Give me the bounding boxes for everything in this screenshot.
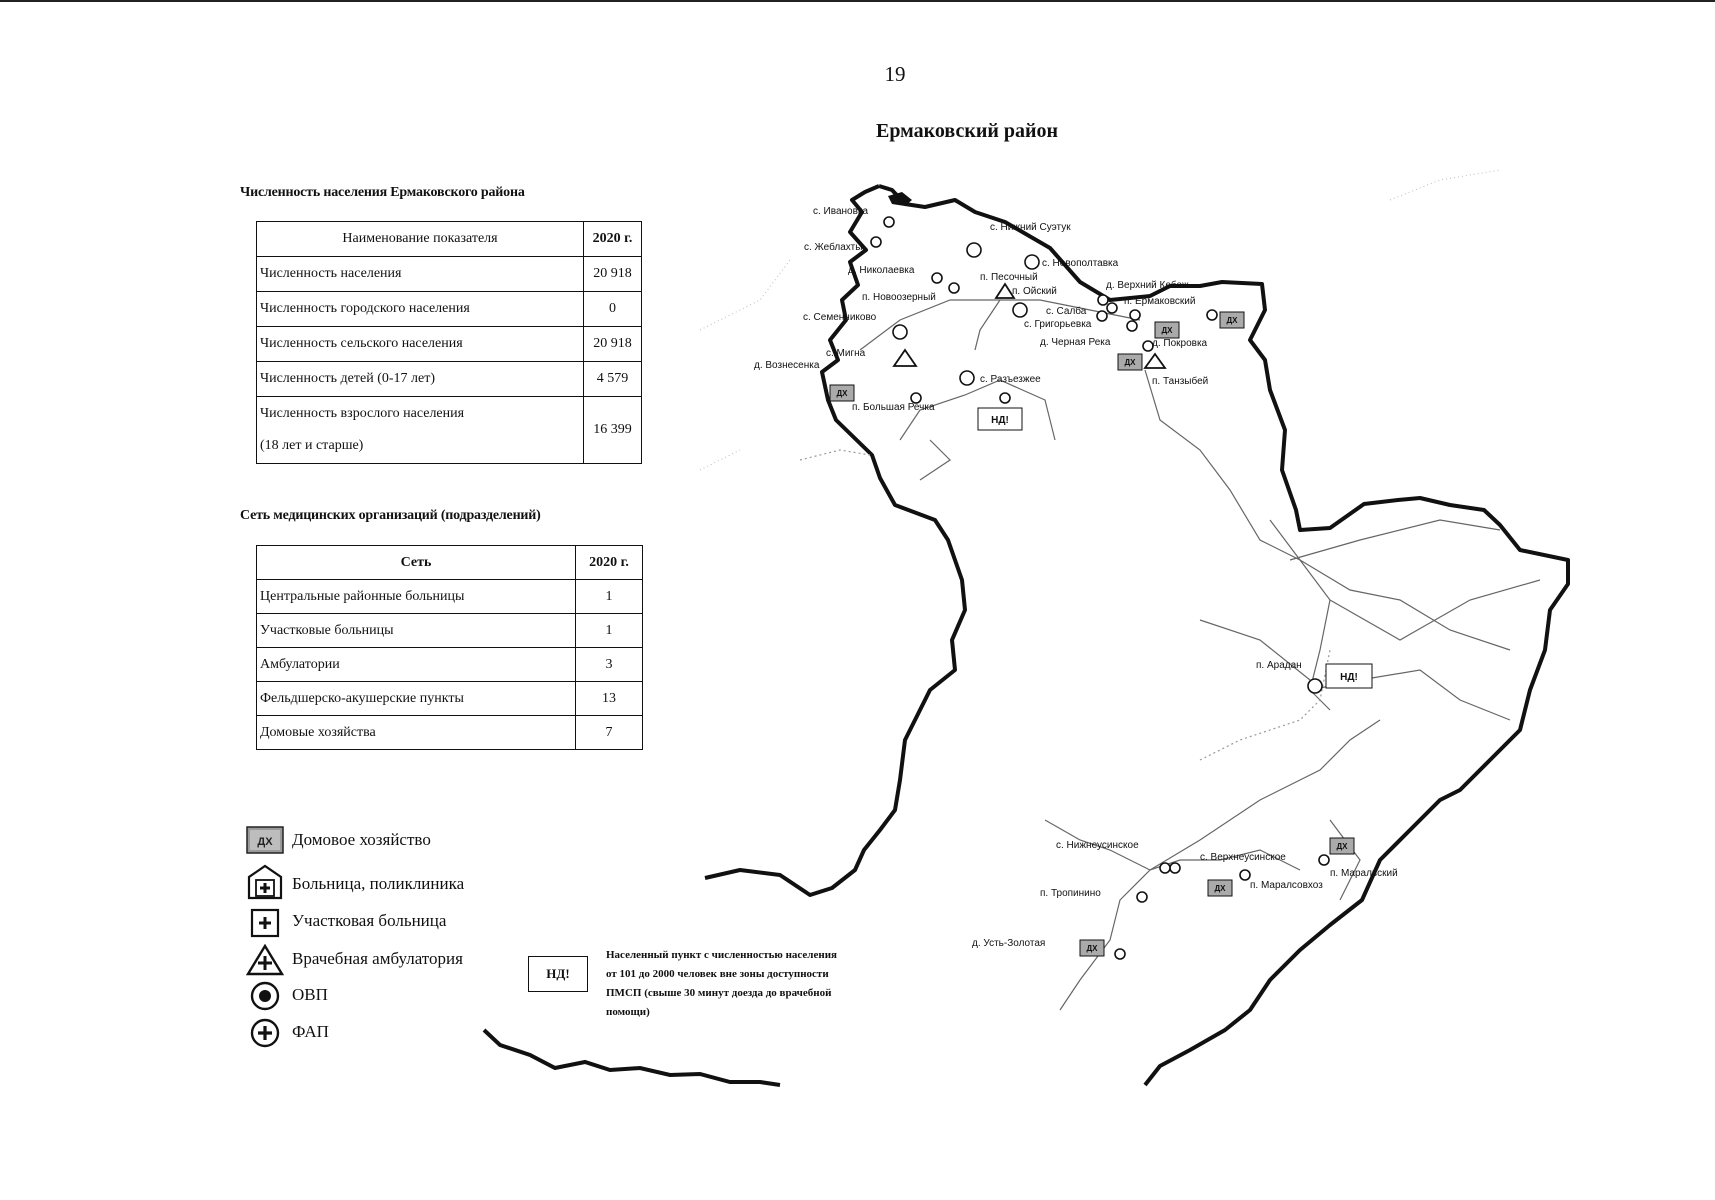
svg-text:ДХ: ДХ <box>1226 316 1238 325</box>
place-label: п. Ойский <box>1012 286 1057 297</box>
page-number: 19 <box>884 62 906 86</box>
place-label: с. Мигна <box>826 348 866 359</box>
rivers-and-roads <box>860 300 1540 1010</box>
legend-ambulatory-label: Врачебная амбулатория <box>292 949 463 968</box>
table-cell-label: Центральные районные больницы <box>257 580 576 614</box>
place-label: с. Григорьевка <box>1024 319 1092 330</box>
table-cell-value: 3 <box>576 648 643 682</box>
table-cell-label: Фельдшерско-акушерские пункты <box>257 682 576 716</box>
svg-text:ДХ: ДХ <box>1086 944 1098 953</box>
place-label: с. Верхнеусинское <box>1200 852 1286 863</box>
place-label: д. Николаевка <box>848 265 915 276</box>
place-label: п. Новоозерный <box>862 292 936 303</box>
table-header-cell: Сеть <box>257 546 576 580</box>
svg-text:ДХ: ДХ <box>1336 842 1348 851</box>
population-section-title: Численность населения Ермаковского района <box>240 185 525 200</box>
table-cell-label: Численность городского населения <box>257 292 584 327</box>
table-header-cell: Наименование показателя <box>257 222 584 257</box>
table-cell-label-line1: Численность взрослого населения <box>260 406 465 421</box>
svg-text:ДХ: ДХ <box>1161 326 1173 335</box>
place-label: с. Салба <box>1046 306 1087 317</box>
place-label: с. Ивановка <box>813 206 869 217</box>
place-label: с. Нижнеусинское <box>1056 840 1139 851</box>
place-label: с. Разъезжее <box>980 374 1041 385</box>
table-cell-value: 20 918 <box>584 327 642 362</box>
svg-text:ДХ: ДХ <box>1124 358 1136 367</box>
table-header-cell: 2020 г. <box>584 222 642 257</box>
svg-text:НД!: НД! <box>1340 672 1358 683</box>
place-label: д. Верхний Кебеж <box>1106 280 1189 291</box>
table-cell-value: 16 399 <box>584 397 642 464</box>
nd-box-labels <box>991 415 1358 683</box>
table-cell-label: Численность населения <box>257 257 584 292</box>
table-cell-label: Амбулатории <box>257 648 576 682</box>
table-cell-value: 1 <box>576 614 643 648</box>
place-label: п. Песочный <box>980 272 1038 283</box>
table-cell-label: Участковые больницы <box>257 614 576 648</box>
legend-fap-label: ФАП <box>292 1022 329 1041</box>
place-label: п. Большая Речка <box>852 402 935 413</box>
place-label: д. Вознесенка <box>754 360 820 371</box>
place-label: с. Новополтавка <box>1042 258 1119 269</box>
place-label: п. Маральский <box>1330 868 1398 879</box>
legend-hospital-label: Больница, поликлиника <box>292 874 465 893</box>
table-cell-value: 20 918 <box>584 257 642 292</box>
place-label: с. Семенниково <box>803 312 877 323</box>
place-label: с. Жеблахты <box>804 242 863 253</box>
place-label: п. Танзыбей <box>1152 376 1209 387</box>
table-header-cell: 2020 г. <box>576 546 643 580</box>
medical-section-title: Сеть медицинских организаций (подразделений) <box>240 508 541 523</box>
table-cell-value: 1 <box>576 580 643 614</box>
svg-text:НД!: НД! <box>991 415 1009 426</box>
place-label: п. Тропинино <box>1040 888 1101 899</box>
table-cell-label: Численность детей (0-17 лет) <box>257 362 584 397</box>
table-cell-value: 4 579 <box>584 362 642 397</box>
table-cell-value: 7 <box>576 716 643 750</box>
place-label: с. Нижний Суэтук <box>990 222 1071 233</box>
page-title: Ермаковский район <box>876 120 1059 142</box>
legend-district-hospital-label: Участковая больница <box>292 911 447 930</box>
place-label: д. Покровка <box>1152 338 1208 349</box>
svg-text:ДХ: ДХ <box>836 389 848 398</box>
svg-text:ДХ: ДХ <box>1214 884 1226 893</box>
place-label: п. Ермаковский <box>1124 296 1196 307</box>
place-label: д. Черная Река <box>1040 337 1111 348</box>
dotted-roads <box>800 450 1330 760</box>
legend-household-label: Домовое хозяйство <box>292 830 431 849</box>
table-cell-label: Численность сельского населения <box>257 327 584 362</box>
nd-description: Населенный пункт с численностью населения от 101 до 2000 человек вне зоны доступности ПМСП (свыше 30 минут доезда до врачебной помощи) <box>606 949 837 1018</box>
district-border-south <box>484 1030 780 1085</box>
place-label: д. Усть-Золотая <box>972 938 1046 949</box>
table-cell-value: 0 <box>584 292 642 327</box>
household-box-text: ДХ <box>257 836 273 848</box>
legend-ovp-label: ОВП <box>292 985 328 1004</box>
table-cell-label: Домовые хозяйства <box>257 716 576 750</box>
place-label: п. Маралсовхоз <box>1250 880 1323 891</box>
table-cell-value: 13 <box>576 682 643 716</box>
place-label: п. Арадан <box>1256 660 1302 671</box>
table-cell-label-line2: (18 лет и старше) <box>260 438 364 453</box>
nd-symbol-box: НД! <box>528 956 588 992</box>
